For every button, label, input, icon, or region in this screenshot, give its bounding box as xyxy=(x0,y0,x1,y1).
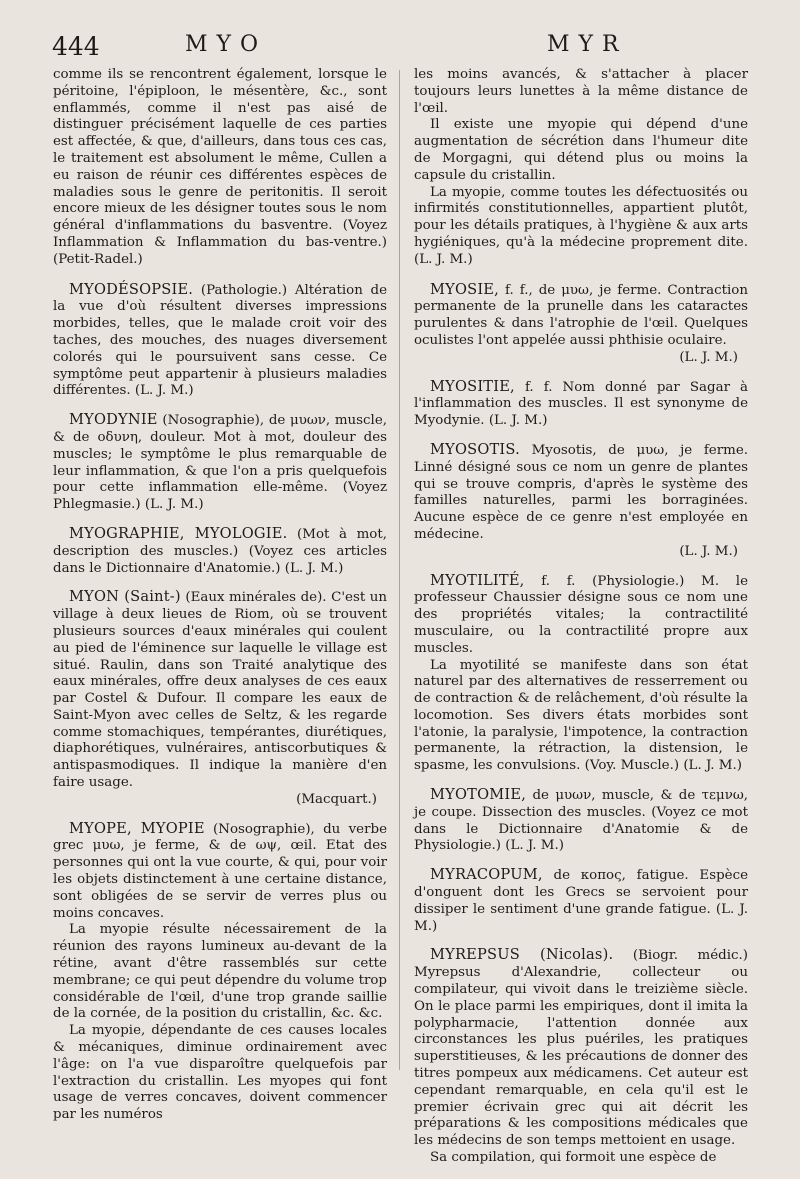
entry-myotilite xyxy=(414,573,748,776)
paragraph-text: La myopie, comme toutes les défectuosités ou infirmités constitutionnelles, appartient plutôt, pour les détails pratiques, à l'hygiène & aux arts hygiéniques, qu'à la médecine proprement dite. (L. J. M.) xyxy=(414,184,748,267)
entry-myope xyxy=(53,821,387,1124)
entry-myographie xyxy=(53,526,387,577)
paragraph-text: Il existe une myopie qui dépend d'une augmentation de sécrétion dans l'humeur dite de Morgagni, qui détend plus ou moins la capsule du cristallin. xyxy=(414,117,748,183)
entry-myracopum xyxy=(414,867,748,935)
continuation-text: les moins avancés, & s'attacher à placer toujours leurs lunettes à la même distance de l'œil. xyxy=(414,67,748,116)
entry-signature: (L. J. M.) xyxy=(679,543,738,559)
entry-text: de μυων, muscle, & de τεμνω, je coupe. Dissection des muscles. (Voyez ce mot dans le Dictionnaire d'Anatomie & de Physiologie.) (L. J. M.) xyxy=(414,788,749,854)
entry-headword: MYRACOPUM, xyxy=(430,866,543,884)
running-head-left: MYO xyxy=(185,32,268,57)
entry-signature: (L. J. M.) xyxy=(679,349,738,365)
paragraph-text: Sa compilation, qui formoit une espèce de xyxy=(430,1150,717,1166)
entry-myosotis xyxy=(414,442,748,561)
entry-headword: MYOSITIE, xyxy=(430,377,515,395)
entry-headword: MYOTOMIE, xyxy=(430,786,527,804)
paragraph-text: La myopie, dépendante de ces causes locales & mécaniques, diminue ordinairement avec l'âge: on l'a vue disparoître quelquefois par l'extraction du cristallin. Les myopes qui font usage de verres concaves, doivent commencer par les numéros xyxy=(53,1023,387,1123)
entry-signature: (Macquart.) xyxy=(296,791,377,807)
entry-myrepsus xyxy=(414,947,748,1166)
entry-myodynie xyxy=(53,412,387,514)
entry-text: (Nosographie), de μυων, muscle, & de οδυνη, douleur. Mot à mot, douleur des muscles; le symptôme le plus remarquable de leur inflammation, & que l'on a pris quelquefois pour cette inflammation elle-même. (Voyez Phlegmasie.) (L. J. M.) xyxy=(53,413,387,513)
entry-myon xyxy=(53,589,387,808)
paragraph-text: La myotilité se manifeste dans son état naturel par des alternatives de resserrement ou de contraction & de relâchement, d'où résulte la locomotion. Ses divers états morbides sont l'atonie, la paralysie, l'impotence, la contraction permanente, la rétraction, la distension, le spasme, les convulsions. (Voy. Muscle.) (L. J. M.) xyxy=(414,657,748,774)
entry-text: (Nosographie), du verbe grec μυω, je ferme, & de ωψ, œil. Etat des personnes qui ont la vue courte, & qui, pour voir les objets distinctement à une certaine distance, sont obligées de se servir de verres plus ou moins concaves. xyxy=(53,821,387,921)
entry-text: (Mot à mot, description des muscles.) (Voyez ces articles dans le Dictionnaire d'Anatomie.) (L. J. M.) xyxy=(53,526,387,576)
page-number: 444 xyxy=(52,32,100,61)
entry-headword: MYODÉSOPSIE. xyxy=(69,280,194,298)
entry-text: (Pathologie.) Altération de la vue d'où résultent diverses impressions morbides, telles, que le malade croit voir des taches, des mouches, des nuages diversement colorés qui le poursuivent sans cesse. Ce symptôme peut appartenir à plusieurs maladies différentes. (L. J. M.) xyxy=(53,282,387,399)
entry-headword: MYOSIE, xyxy=(430,280,499,298)
entry-headword: MYOTILITÉ, xyxy=(430,571,525,589)
right-column xyxy=(414,67,748,1179)
entry-headword: MYODYNIE xyxy=(69,411,158,429)
entry-text: (Biogr. médic.) Myrepsus d'Alexandrie, collecteur ou compilateur, qui vivoit dans le treizième siècle. On le place parmi les empiriques, dont il imita la polypharmacie, l'attention donnée aux circonstances les plus puériles, les pratiques superstitieuses, & les précautions de donner des titres pompeux aux médicamens. Cet auteur est cependant remarquable, en cela qu'il est le premier écrivain grec qui ait décrit les préparations & les compositions médicales que les médecins de son temps mettoient en usage. xyxy=(414,948,748,1149)
entry-headword: MYREPSUS (Nicolas). xyxy=(430,946,614,964)
running-head-right: MYR xyxy=(547,32,628,57)
entry-myosie xyxy=(414,282,748,367)
entry-headword: MYOSOTIS. xyxy=(430,440,520,458)
paragraph-text: La myopie résulte nécessairement de la réunion des rayons lumineux au-devant de la rétine, avant d'être rassemblés sur cette membrane; ce qui peut dépendre du volume trop considérable de l'œil, d'une trop grande saillie de la cornée, de la position du cristallin, &c. &c. xyxy=(53,922,387,1022)
entry-text: f. f. Nom donné par Sagar à l'inflammation des muscles. Il est synonyme de Myodynie. (L. J. M.) xyxy=(414,379,748,429)
page-header xyxy=(0,32,800,66)
entry-myodesopsie xyxy=(53,282,387,401)
entry-text: (Eaux minérales de). C'est un village à deux lieues de Riom, où se trouvent plusieurs sources d'eaux minérales qui coulent au pied de l'éminence sur laquelle le village est situé. Raulin, dans son Traité analytique des eaux minérales, offre deux analyses de ces eaux par Costel & Dufour. Il compare les eaux de Saint-Myon avec celles de Seltz, & les regarde comme stomachiques, tempérantes, diurétiques, diaphorétiques, vulnéraires, antiscorbutiques & antispasmodiques. Il indique la manière d'en faire usage. xyxy=(53,590,387,791)
entry-text: Myosotis, de μυω, je ferme. Linné désigné sous ce nom un genre de plantes qui se trouve compris, d'après le système des familles naturelles, parmi les borraginées. Aucune espèce de ce genre n'est employée en médecine. xyxy=(414,442,748,542)
entry-headword: MYOGRAPHIE, MYOLOGIE. xyxy=(69,524,288,542)
entry-headword: MYON (Saint-) xyxy=(69,588,181,606)
entry-text: f. f. (Physiologie.) M. le professeur Chaussier désigne sous ce nom une des propriétés vitales; la contractilité musculaire, ou la contractilité propre aux muscles. xyxy=(414,573,748,656)
continuation-text: comme ils se rencontrent également, lorsque le péritoine, l'épiploon, le mésentère, &c., sont enflammés, comme il n'est pas aisé de distinguer précisément laquelle de ces parties est affectée, & que, d'ailleurs, dans tous ces cas, le traitement est absolument le même, Cullen a eu raison de réunir ces différentes espèces de maladies sous le genre de peritonitis. Il seroit encore mieux de les désigner toutes sous le nom général d'inflammations du basventre. (Voyez Inflammation & Inflammation du bas-ventre.) (Petit-Radel.) xyxy=(53,67,387,267)
entry-headword: MYOPE, MYOPIE xyxy=(69,819,205,837)
entry-myositie xyxy=(414,379,748,430)
entry-text: f. f., de μυω, je ferme. Contraction permanente de la prunelle dans les cataractes purulentes & dans l'atrophie de l'œil. Quelques oculistes l'ont appelée aussi phthisie oculaire. xyxy=(414,282,748,348)
left-column xyxy=(53,67,387,1136)
entry-text: de κοπος, fatigue. Espèce d'onguent dont les Grecs se servoient pour dissiper le sentiment d'une grande fatigue. (L. J. M.) xyxy=(414,868,748,934)
entry-myotomie xyxy=(414,787,748,855)
column-divider xyxy=(399,70,400,1070)
